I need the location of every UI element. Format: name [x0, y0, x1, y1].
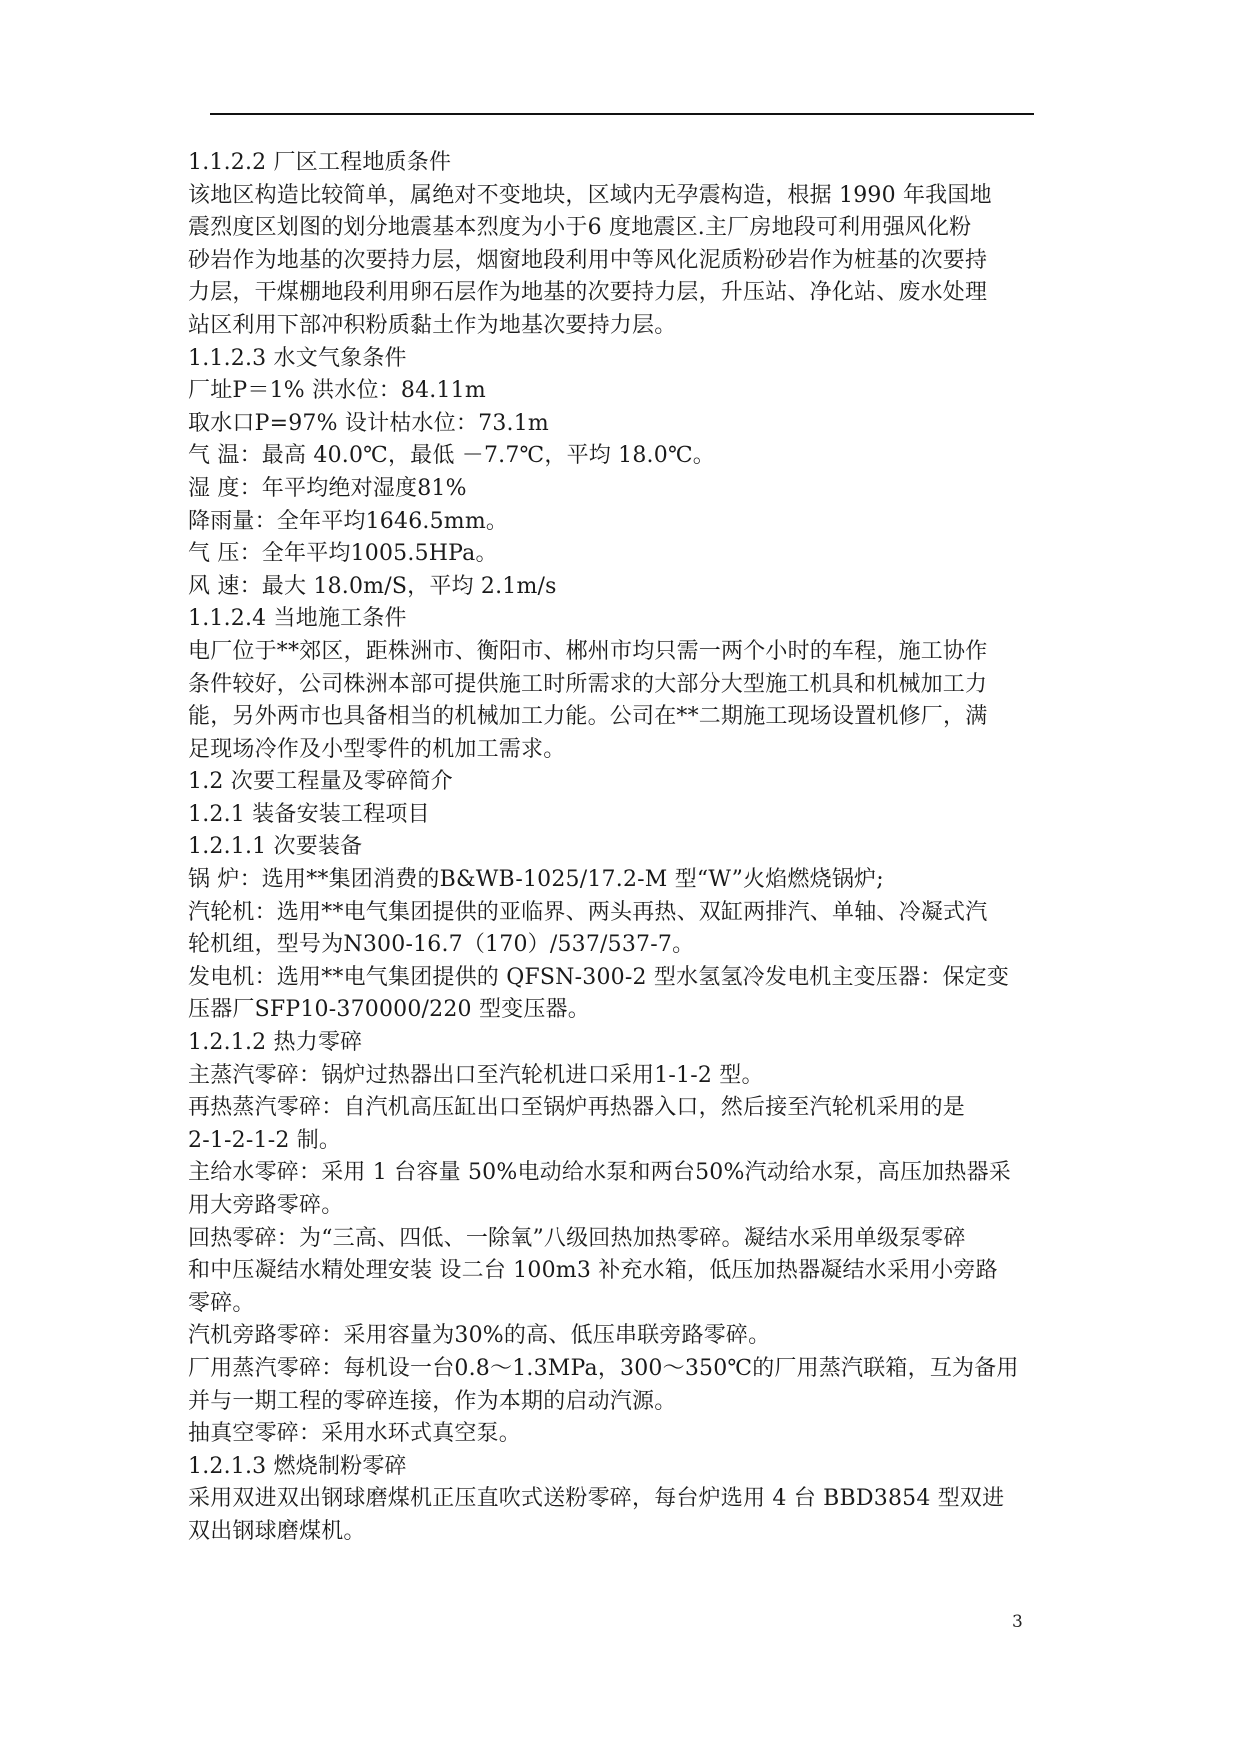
paragraph-line: 抽真空零碎：采用水环式真空泵。	[188, 1421, 522, 1447]
paragraph-line: 足现场冷作及小型零件的机加工需求。	[188, 736, 566, 762]
paragraph-line: 2-1-2-1-2 制。	[188, 1127, 342, 1153]
paragraph-line: 降雨量：全年平均1646.5mm。	[188, 508, 509, 534]
paragraph-line: 能，另外两市也具备相当的机械加工力能。公司在**二期施工现场设置机修厂，满	[188, 704, 988, 730]
paragraph-line: 震烈度区划图的划分地震基本烈度为小于6 度地震区.主厂房地段可利用强风化粉	[188, 215, 972, 241]
paragraph-line: 发电机：选用**电气集团提供的 QFSN-300-2 型水氢氢冷发电机主变压器：保定变	[188, 964, 1010, 990]
paragraph-line: 厂用蒸汽零碎：每机设一台0.8～1.3MPa，300～350℃的厂用蒸汽联箱，互为备用	[188, 1355, 1019, 1381]
paragraph-line: 风 速：最大 18.0m/S，平均 2.1m/s	[188, 573, 557, 599]
paragraph-line: 主给水零碎：采用 1 台容量 50%电动给水泵和两台50%汽动给水泵，高压加热器采	[188, 1160, 1011, 1186]
paragraph-line: 主蒸汽零碎：锅炉过热器出口至汽轮机进口采用1-1-2 型。	[188, 1062, 764, 1088]
paragraph-line: 条件较好，公司株洲本部可提供施工时所需求的大部分大型施工机具和机械加工力	[188, 671, 988, 697]
section-heading: 1.2 次要工程量及零碎简介	[188, 769, 453, 795]
paragraph-line: 汽机旁路零碎：采用容量为30%的高、低压串联旁路零碎。	[188, 1323, 771, 1349]
paragraph-line: 力层，干煤棚地段利用卵石层作为地基的次要持力层，升压站、净化站、废水处理	[188, 280, 988, 306]
paragraph-line: 气 压：全年平均1005.5HPa。	[188, 541, 498, 567]
section-heading: 1.2.1.1 次要装备	[188, 834, 363, 860]
page-number: 3	[1012, 1612, 1023, 1632]
header-rule	[210, 113, 1034, 115]
section-heading: 1.1.2.2 厂区工程地质条件	[188, 150, 452, 175]
paragraph-line: 湿 度：年平均绝对湿度81%	[188, 475, 467, 501]
paragraph-line: 再热蒸汽零碎：自汽机高压缸出口至锅炉再热器入口，然后接至汽轮机采用的是	[188, 1095, 966, 1121]
paragraph-line: 电厂位于**郊区，距株洲市、衡阳市、郴州市均只需一两个小时的车程，施工协作	[188, 638, 988, 664]
paragraph-line: 采用双进双出钢球磨煤机正压直吹式送粉零碎，每台炉选用 4 台 BBD3854 型双进	[188, 1486, 1005, 1512]
paragraph-line: 零碎。	[188, 1290, 255, 1316]
paragraph-line: 用大旁路零碎。	[188, 1193, 344, 1218]
paragraph-line: 气 温：最高 40.0℃，最低 －7.7℃，平均 18.0℃。	[188, 443, 715, 469]
paragraph-line: 取水口P=97% 设计枯水位：73.1m	[188, 410, 549, 436]
section-heading: 1.2.1.2 热力零碎	[188, 1030, 363, 1056]
section-heading: 1.2.1.3 燃烧制粉零碎	[188, 1453, 407, 1479]
paragraph-line: 厂址P＝1% 洪水位：84.11m	[188, 378, 486, 404]
paragraph-line: 并与一期工程的零碎连接，作为本期的启动汽源。	[188, 1388, 677, 1414]
paragraph-line: 站区利用下部冲积粉质黏土作为地基次要持力层。	[188, 312, 677, 338]
section-heading: 1.2.1 装备安装工程项目	[188, 801, 430, 827]
paragraph-line: 砂岩作为地基的次要持力层，烟窗地段利用中等风化泥质粉砂岩作为桩基的次要持	[188, 247, 988, 273]
paragraph-line: 回热零碎：为“三高、四低、一除氧”八级回热加热零碎。凝结水采用单级泵零碎	[188, 1225, 966, 1251]
section-heading: 1.1.2.4 当地施工条件	[188, 606, 407, 632]
paragraph-line: 和中压凝结水精处理安装 设二台 100m3 补充水箱，低压加热器凝结水采用小旁路	[188, 1258, 998, 1284]
paragraph-line: 锅 炉：选用**集团消费的B&WB-1025/17.2-M 型“W”火焰燃烧锅炉;	[188, 867, 884, 893]
paragraph-line: 汽轮机：选用**电气集团提供的亚临界、两头再热、双缸两排汽、单轴、冷凝式汽	[188, 899, 988, 925]
paragraph-line: 双出钢球磨煤机。	[188, 1518, 366, 1544]
document-body	[188, 147, 1068, 1549]
paragraph-line: 该地区构造比较简单，属绝对不变地块，区域内无孕震构造，根据 1990 年我国地	[188, 182, 992, 208]
section-heading: 1.1.2.3 水文气象条件	[188, 345, 407, 371]
paragraph-line: 轮机组，型号为N300-16.7（170）/537/537-7。	[188, 932, 695, 958]
paragraph-line: 压器厂SFP10-370000/220 型变压器。	[188, 997, 590, 1023]
